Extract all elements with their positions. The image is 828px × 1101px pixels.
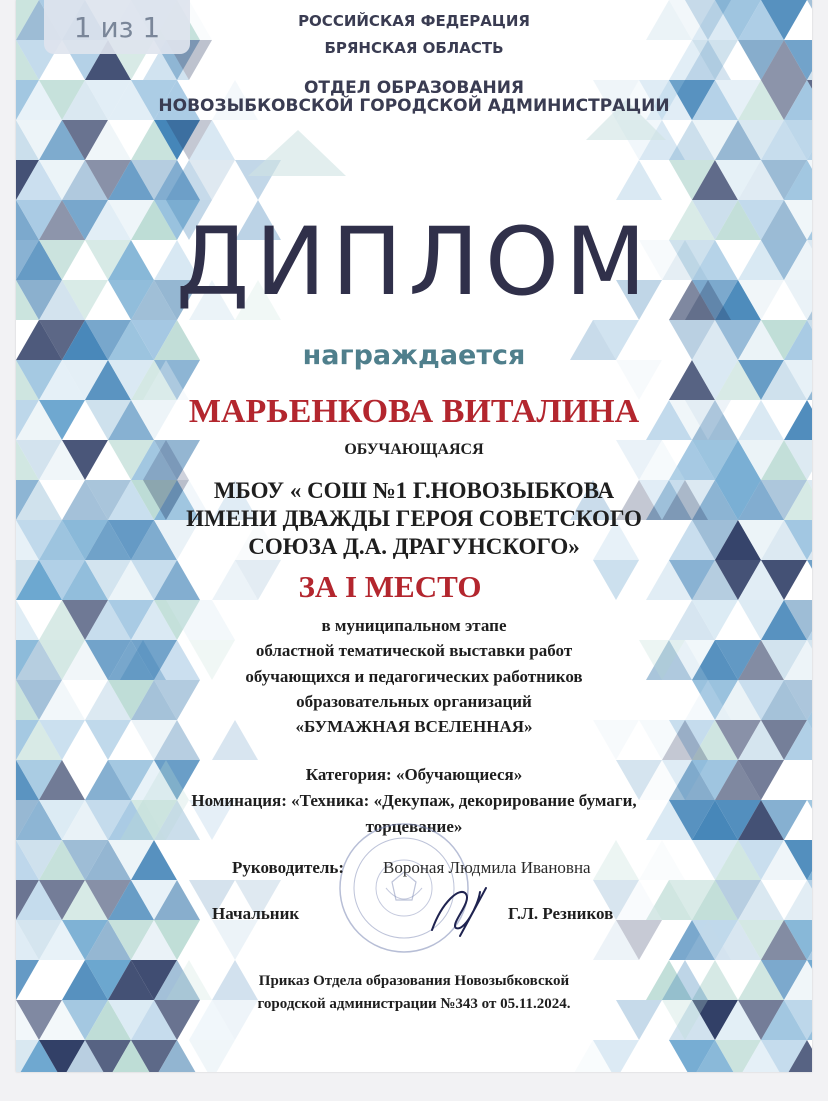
school-line1: МБОУ « СОШ №1 Г.НОВОЗЫБКОВА bbox=[213, 478, 615, 503]
pattern-triangle bbox=[212, 920, 258, 960]
handwritten-signature bbox=[420, 872, 500, 952]
pattern-triangle bbox=[616, 160, 662, 200]
country-heading: РОССИЙСКАЯ ФЕДЕРАЦИЯ bbox=[298, 12, 530, 30]
recipient-name: МАРЬЕНКОВА ВИТАЛИНА bbox=[188, 393, 640, 430]
event-line3: обучающихся и педагогических работников bbox=[245, 667, 583, 686]
head-name: Г.Л. Резников bbox=[508, 904, 614, 923]
place-award: ЗА I МЕСТО bbox=[298, 569, 482, 604]
supervisor-label: Руководитель: bbox=[232, 858, 345, 877]
order-line2: городской администрации №343 от 05.11.2024. bbox=[257, 996, 571, 1012]
school-line2: ИМЕНИ ДВАЖДЫ ГЕРОЯ СОВЕТСКОГО bbox=[186, 506, 642, 531]
pattern-triangle bbox=[248, 130, 346, 176]
category-line: Категория: «Обучающиеся» bbox=[305, 765, 523, 784]
pattern-triangle bbox=[807, 560, 812, 600]
pattern-triangle bbox=[784, 880, 812, 920]
order-line1: Приказ Отдела образования Новозыбковской bbox=[258, 973, 570, 989]
page-indicator: 1 из 1 bbox=[44, 0, 190, 54]
event-line5: «БУМАЖНАЯ ВСЕЛЕННАЯ» bbox=[295, 717, 533, 736]
head-label: Начальник bbox=[212, 904, 300, 923]
pattern-triangle bbox=[593, 840, 639, 880]
department-heading-line1: ОТДЕЛ ОБРАЗОВАНИЯ bbox=[303, 78, 525, 98]
pattern-triangle bbox=[189, 1040, 235, 1072]
region-heading: БРЯНСКАЯ ОБЛАСТЬ bbox=[324, 39, 504, 57]
supervisor-name: Вороная Людмила Ивановна bbox=[383, 858, 591, 877]
nomination-line1: Номинация: «Техника: «Декупаж, декорирование бумаги, bbox=[191, 791, 637, 810]
nomination-line2: торцевание» bbox=[365, 817, 463, 836]
pattern-triangle bbox=[639, 840, 685, 880]
event-line2: областной тематической выставки работ bbox=[255, 641, 573, 660]
department-heading-line2: НОВОЗЫБКОВСКОЙ ГОРОДСКОЙ АДМИНИСТРАЦИИ bbox=[158, 96, 670, 116]
event-line1: в муниципальном этапе bbox=[321, 616, 507, 635]
diploma-document bbox=[16, 0, 812, 1072]
awarded-label: награждается bbox=[302, 340, 526, 371]
school-line3: СОЮЗА Д.А. ДРАГУНСКОГО» bbox=[248, 534, 580, 559]
recipient-status: ОБУЧАЮЩАЯСЯ bbox=[344, 441, 484, 458]
diploma-title: ДИПЛОМ bbox=[175, 208, 653, 317]
event-line4: образовательных организаций bbox=[296, 692, 532, 711]
